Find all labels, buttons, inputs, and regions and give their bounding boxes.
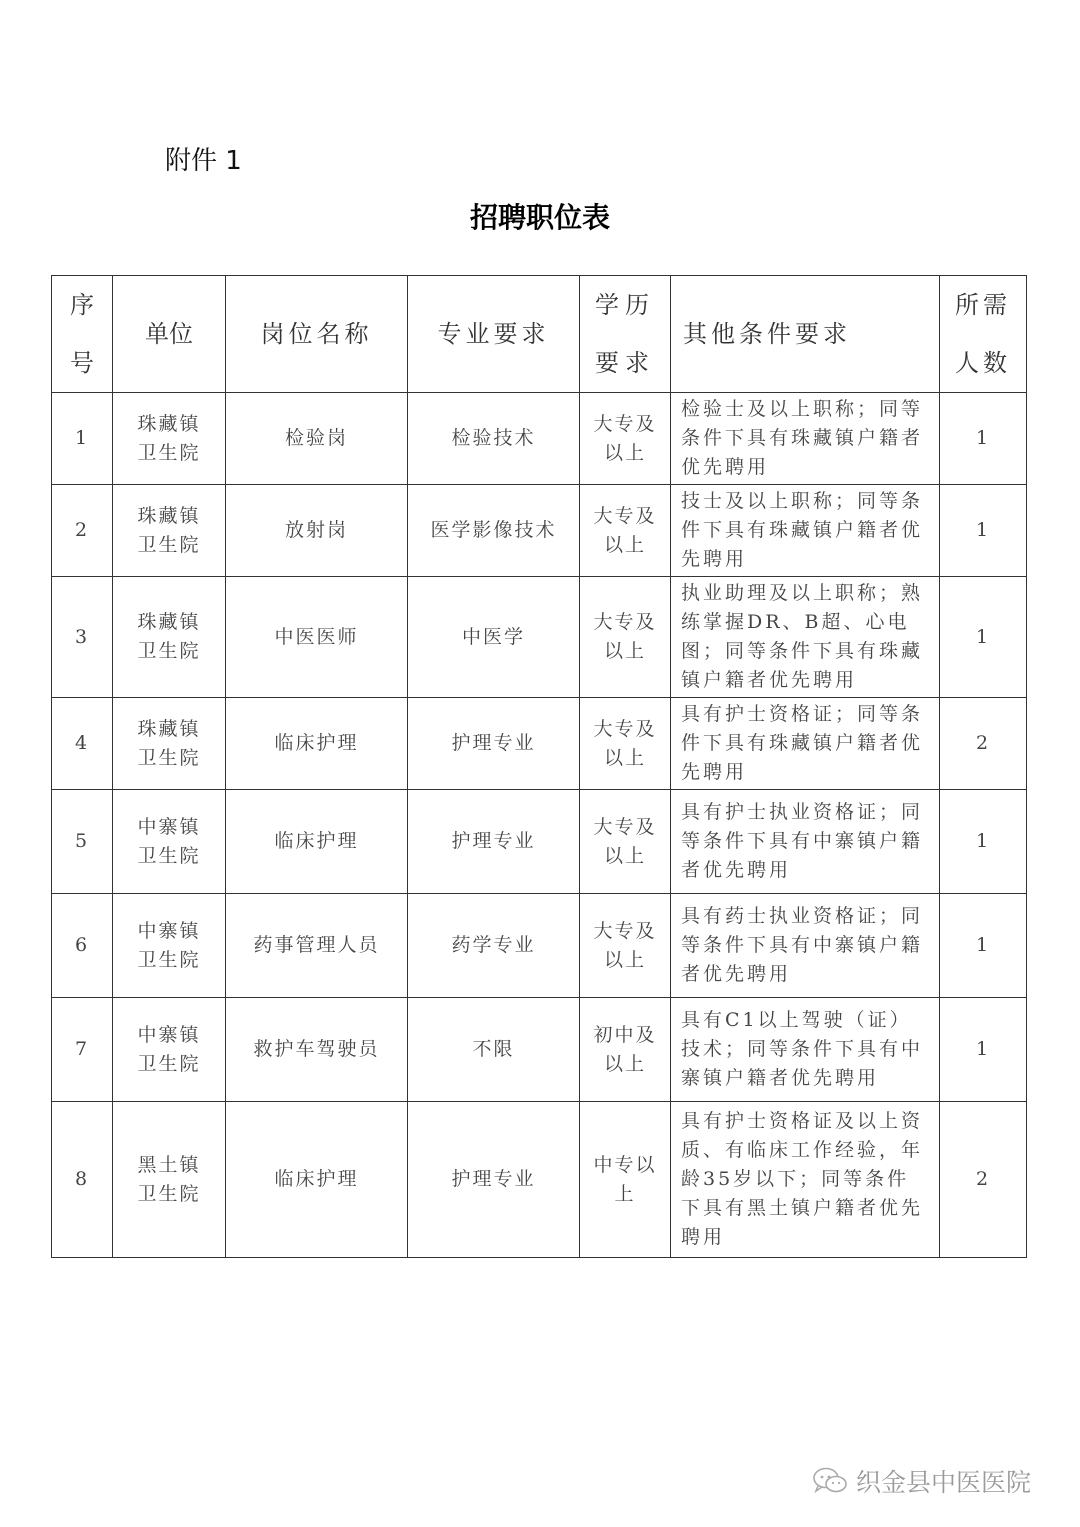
cell-position: 检验岗 bbox=[226, 393, 408, 485]
cell-position: 药事管理人员 bbox=[226, 894, 408, 998]
cell-education: 初中及以上 bbox=[580, 998, 671, 1102]
cell-major: 检验技术 bbox=[408, 393, 580, 485]
cell-major: 不限 bbox=[408, 998, 580, 1102]
table-row bbox=[52, 790, 1027, 894]
page-title: 招聘职位表 bbox=[469, 201, 610, 234]
header-unit: 单位 bbox=[113, 276, 226, 393]
cell-count: 1 bbox=[940, 998, 1027, 1102]
cell-no: 4 bbox=[52, 698, 113, 790]
cell-other: 检验士及以上职称；同等条件下具有珠藏镇户籍者优先聘用 bbox=[671, 393, 940, 485]
cell-education: 大专及以上 bbox=[580, 790, 671, 894]
header-major: 专业要求 bbox=[408, 276, 580, 393]
header-count: 所需人数 bbox=[940, 276, 1027, 393]
table-row bbox=[52, 998, 1027, 1102]
cell-position: 救护车驾驶员 bbox=[226, 998, 408, 1102]
cell-no: 3 bbox=[52, 577, 113, 698]
cell-count: 1 bbox=[940, 790, 1027, 894]
cell-no: 7 bbox=[52, 998, 113, 1102]
cell-other: 具有护士资格证及以上资质、有临床工作经验，年龄35岁以下；同等条件下具有黑土镇户籍者优先聘用 bbox=[671, 1102, 940, 1258]
cell-count: 1 bbox=[940, 393, 1027, 485]
cell-other: 执业助理及以上职称；熟练掌握DR、B超、心电图；同等条件下具有珠藏镇户籍者优先聘用 bbox=[671, 577, 940, 698]
wechat-icon bbox=[812, 1466, 848, 1496]
table-row bbox=[52, 1102, 1027, 1258]
cell-unit: 中寨镇卫生院 bbox=[113, 894, 226, 998]
cell-education: 大专及以上 bbox=[580, 485, 671, 577]
cell-count: 2 bbox=[940, 698, 1027, 790]
cell-position: 放射岗 bbox=[226, 485, 408, 577]
table-header-row bbox=[52, 276, 1027, 393]
cell-no: 1 bbox=[52, 393, 113, 485]
header-education: 学历要求 bbox=[580, 276, 671, 393]
recruitment-table bbox=[51, 275, 1027, 1258]
cell-major: 护理专业 bbox=[408, 790, 580, 894]
cell-unit: 珠藏镇卫生院 bbox=[113, 485, 226, 577]
attachment-label: 附件 1 bbox=[165, 146, 242, 176]
cell-unit: 中寨镇卫生院 bbox=[113, 790, 226, 894]
header-no: 序号 bbox=[52, 276, 113, 393]
cell-other: 具有护士资格证；同等条件下具有珠藏镇户籍者优先聘用 bbox=[671, 698, 940, 790]
cell-education: 中专以上 bbox=[580, 1102, 671, 1258]
cell-major: 中医学 bbox=[408, 577, 580, 698]
cell-position: 临床护理 bbox=[226, 1102, 408, 1258]
cell-major: 护理专业 bbox=[408, 1102, 580, 1258]
cell-count: 1 bbox=[940, 894, 1027, 998]
cell-no: 8 bbox=[52, 1102, 113, 1258]
cell-no: 5 bbox=[52, 790, 113, 894]
cell-major: 药学专业 bbox=[408, 894, 580, 998]
watermark bbox=[812, 1463, 1031, 1499]
cell-count: 1 bbox=[940, 577, 1027, 698]
cell-unit: 珠藏镇卫生院 bbox=[113, 393, 226, 485]
table-row bbox=[52, 577, 1027, 698]
watermark-text: 织金县中医医院 bbox=[856, 1468, 1032, 1497]
cell-unit: 珠藏镇卫生院 bbox=[113, 698, 226, 790]
cell-position: 临床护理 bbox=[226, 790, 408, 894]
cell-education: 大专及以上 bbox=[580, 698, 671, 790]
table-row bbox=[52, 894, 1027, 998]
cell-education: 大专及以上 bbox=[580, 894, 671, 998]
table-row bbox=[52, 393, 1027, 485]
cell-no: 2 bbox=[52, 485, 113, 577]
cell-count: 2 bbox=[940, 1102, 1027, 1258]
cell-education: 大专及以上 bbox=[580, 393, 671, 485]
cell-other: 技士及以上职称；同等条件下具有珠藏镇户籍者优先聘用 bbox=[671, 485, 940, 577]
cell-other: 具有护士执业资格证；同等条件下具有中寨镇户籍者优先聘用 bbox=[671, 790, 940, 894]
cell-major: 护理专业 bbox=[408, 698, 580, 790]
header-other: 其他条件要求 bbox=[671, 276, 940, 393]
table-row bbox=[52, 485, 1027, 577]
cell-major: 医学影像技术 bbox=[408, 485, 580, 577]
cell-unit: 珠藏镇卫生院 bbox=[113, 577, 226, 698]
cell-position: 中医医师 bbox=[226, 577, 408, 698]
cell-unit: 黑土镇卫生院 bbox=[113, 1102, 226, 1258]
cell-other: 具有药士执业资格证；同等条件下具有中寨镇户籍者优先聘用 bbox=[671, 894, 940, 998]
cell-position: 临床护理 bbox=[226, 698, 408, 790]
cell-no: 6 bbox=[52, 894, 113, 998]
cell-other: 具有C1以上驾驶（证）技术；同等条件下具有中寨镇户籍者优先聘用 bbox=[671, 998, 940, 1102]
header-position: 岗位名称 bbox=[226, 276, 408, 393]
cell-unit: 中寨镇卫生院 bbox=[113, 998, 226, 1102]
cell-count: 1 bbox=[940, 485, 1027, 577]
table-row bbox=[52, 698, 1027, 790]
cell-education: 大专及以上 bbox=[580, 577, 671, 698]
